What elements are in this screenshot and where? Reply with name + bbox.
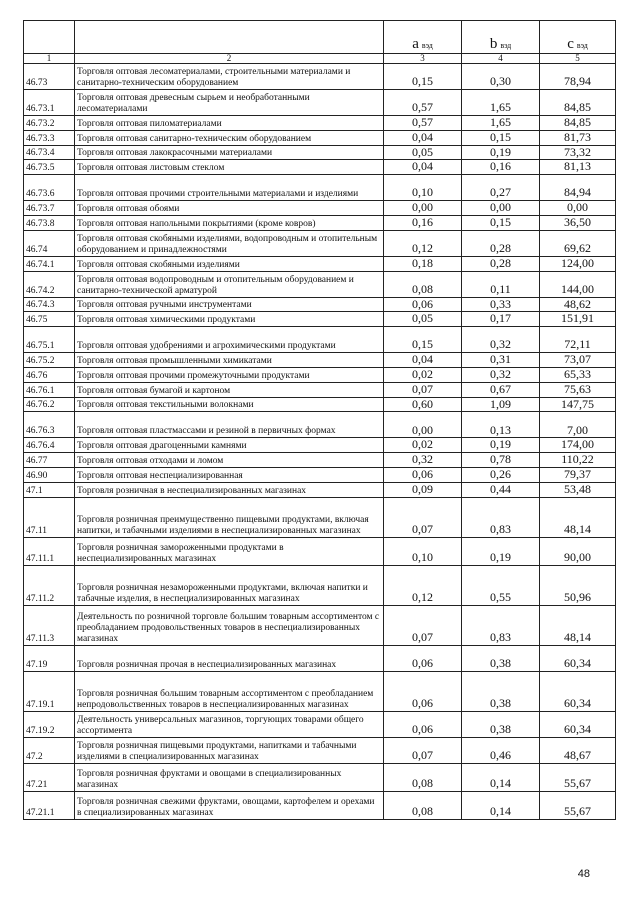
row-value-a: 0,09 (384, 482, 462, 497)
row-name: Торговля оптовая скобяными изделиями (75, 256, 384, 271)
table-row (24, 537, 616, 565)
row-value-c: 60,34 (540, 645, 616, 671)
row-value-c: 55,67 (540, 763, 616, 791)
column-number: 5 (540, 54, 616, 64)
row-value-c: 60,34 (540, 671, 616, 711)
row-code: 47.11 (24, 497, 75, 537)
row-name: Торговля розничная свежими фруктами, овощами, картофелем и орехами в специализированных магазинах (75, 791, 384, 819)
row-value-a: 0,05 (384, 145, 462, 160)
row-name: Торговля оптовая текстильными волокнами (75, 397, 384, 412)
table-row (24, 297, 616, 312)
row-value-b: 0,13 (462, 412, 540, 438)
row-value-a: 0,05 (384, 312, 462, 327)
row-value-c: 65,33 (540, 367, 616, 382)
row-value-a: 0,08 (384, 271, 462, 297)
row-code: 46.73.3 (24, 130, 75, 145)
header-code (24, 21, 75, 54)
row-value-c: 7,00 (540, 412, 616, 438)
row-value-c: 75,63 (540, 382, 616, 397)
header-b: b вэд (462, 21, 540, 54)
row-code: 46.90 (24, 467, 75, 482)
row-value-a: 0,07 (384, 497, 462, 537)
row-code: 46.76.1 (24, 382, 75, 397)
row-value-b: 0,83 (462, 605, 540, 645)
column-number: 2 (75, 54, 384, 64)
row-value-c: 50,96 (540, 565, 616, 605)
table-row (24, 565, 616, 605)
column-number-row (24, 54, 616, 64)
row-value-b: 0,32 (462, 327, 540, 353)
row-value-b: 0,38 (462, 711, 540, 737)
row-name: Торговля оптовая прочими строительными материалами и изделиями (75, 175, 384, 201)
row-value-b: 0,31 (462, 353, 540, 368)
row-code: 46.76.3 (24, 412, 75, 438)
row-value-a: 0,02 (384, 367, 462, 382)
table-row (24, 438, 616, 453)
row-value-a: 0,10 (384, 537, 462, 565)
header-row (24, 21, 616, 54)
table-row (24, 215, 616, 230)
row-value-b: 0,15 (462, 130, 540, 145)
row-name: Торговля оптовая драгоценными камнями (75, 438, 384, 453)
row-value-a: 0,12 (384, 565, 462, 605)
row-code: 46.73.8 (24, 215, 75, 230)
row-value-a: 0,00 (384, 412, 462, 438)
header-name (75, 21, 384, 54)
row-value-b: 0,19 (462, 145, 540, 160)
row-name: Деятельность по розничной торговле большим товарным ассортиментом с преобладанием продовольственных товаров в неспециализированных магазинах (75, 605, 384, 645)
row-value-c: 69,62 (540, 230, 616, 256)
row-code: 46.73.4 (24, 145, 75, 160)
row-value-c: 84,85 (540, 116, 616, 131)
table-row (24, 497, 616, 537)
row-code: 46.76 (24, 367, 75, 382)
row-name: Торговля розничная преимущественно пищевыми продуктами, включая напитки, и табачными изделиями в неспециализированных магазинах (75, 497, 384, 537)
row-name: Торговля розничная пищевыми продуктами, напитками и табачными изделиями в специализированных магазинах (75, 737, 384, 763)
row-value-c: 73,07 (540, 353, 616, 368)
row-value-a: 0,08 (384, 791, 462, 819)
row-value-c: 79,37 (540, 467, 616, 482)
row-value-c: 110,22 (540, 453, 616, 468)
row-name: Деятельность универсальных магазинов, торгующих товарами общего ассортимента (75, 711, 384, 737)
row-name: Торговля оптовая листовым стеклом (75, 160, 384, 175)
row-value-c: 48,14 (540, 605, 616, 645)
row-value-b: 0,26 (462, 467, 540, 482)
row-value-a: 0,07 (384, 605, 462, 645)
row-code: 46.74 (24, 230, 75, 256)
row-value-b: 0,28 (462, 230, 540, 256)
row-value-a: 0,06 (384, 711, 462, 737)
row-value-a: 0,10 (384, 175, 462, 201)
row-code: 46.77 (24, 453, 75, 468)
row-value-c: 90,00 (540, 537, 616, 565)
row-name: Торговля оптовая бумагой и картоном (75, 382, 384, 397)
row-value-a: 0,00 (384, 201, 462, 216)
row-value-c: 36,50 (540, 215, 616, 230)
row-value-a: 0,04 (384, 130, 462, 145)
row-code: 46.74.3 (24, 297, 75, 312)
column-number: 4 (462, 54, 540, 64)
row-value-b: 1,09 (462, 397, 540, 412)
row-code: 47.2 (24, 737, 75, 763)
table-row (24, 763, 616, 791)
table-row (24, 160, 616, 175)
table-row (24, 453, 616, 468)
row-name: Торговля оптовая напольными покрытиями (кроме ковров) (75, 215, 384, 230)
table-row (24, 64, 616, 90)
row-value-b: 0,38 (462, 645, 540, 671)
table-row (24, 145, 616, 160)
row-value-b: 0,00 (462, 201, 540, 216)
table-row (24, 382, 616, 397)
row-name: Торговля оптовая пиломатериалами (75, 116, 384, 131)
row-name: Торговля розничная незамороженными продуктами, включая напитки и табачные изделия, в неспециализированных магазинах (75, 565, 384, 605)
row-code: 46.73.7 (24, 201, 75, 216)
row-name: Торговля оптовая отходами и ломом (75, 453, 384, 468)
row-name: Торговля оптовая древесным сырьем и необработанными лесоматериалами (75, 90, 384, 116)
table-row (24, 201, 616, 216)
row-value-a: 0,04 (384, 353, 462, 368)
row-name: Торговля розничная фруктами и овощами в специализированных магазинах (75, 763, 384, 791)
row-value-c: 174,00 (540, 438, 616, 453)
row-value-b: 0,19 (462, 438, 540, 453)
table-row (24, 671, 616, 711)
row-value-b: 0,44 (462, 482, 540, 497)
row-value-c: 81,13 (540, 160, 616, 175)
row-code: 46.75.2 (24, 353, 75, 368)
row-value-c: 53,48 (540, 482, 616, 497)
row-name: Торговля оптовая лесоматериалами, строительными материалами и санитарно-техническим оборудованием (75, 64, 384, 90)
row-code: 47.11.3 (24, 605, 75, 645)
row-value-a: 0,32 (384, 453, 462, 468)
row-name: Торговля оптовая санитарно-техническим оборудованием (75, 130, 384, 145)
row-name: Торговля оптовая лакокрасочными материалами (75, 145, 384, 160)
table-row (24, 791, 616, 819)
row-code: 47.1 (24, 482, 75, 497)
row-value-a: 0,16 (384, 215, 462, 230)
row-value-a: 0,57 (384, 116, 462, 131)
row-value-a: 0,06 (384, 297, 462, 312)
table-row (24, 90, 616, 116)
table-row (24, 605, 616, 645)
row-value-b: 0,32 (462, 367, 540, 382)
row-value-c: 48,14 (540, 497, 616, 537)
row-code: 46.74.2 (24, 271, 75, 297)
row-value-c: 73,32 (540, 145, 616, 160)
row-code: 46.73.5 (24, 160, 75, 175)
row-value-b: 0,83 (462, 497, 540, 537)
table-row (24, 327, 616, 353)
row-code: 46.74.1 (24, 256, 75, 271)
row-value-b: 1,65 (462, 116, 540, 131)
row-value-a: 0,06 (384, 467, 462, 482)
row-code: 47.21.1 (24, 791, 75, 819)
row-value-c: 0,00 (540, 201, 616, 216)
row-value-b: 0,38 (462, 671, 540, 711)
row-value-c: 72,11 (540, 327, 616, 353)
row-value-a: 0,06 (384, 645, 462, 671)
table-row (24, 467, 616, 482)
row-name: Торговля розничная замороженными продуктами в неспециализированных магазинах (75, 537, 384, 565)
table-row (24, 397, 616, 412)
table-row (24, 367, 616, 382)
row-value-b: 0,67 (462, 382, 540, 397)
row-name: Торговля оптовая химическими продуктами (75, 312, 384, 327)
row-value-c: 124,00 (540, 256, 616, 271)
row-code: 47.19.2 (24, 711, 75, 737)
row-value-c: 84,94 (540, 175, 616, 201)
row-value-c: 144,00 (540, 271, 616, 297)
table-row (24, 412, 616, 438)
row-name: Торговля оптовая обоями (75, 201, 384, 216)
coefficients-table (23, 20, 616, 820)
row-value-a: 0,08 (384, 763, 462, 791)
table-row (24, 711, 616, 737)
row-name: Торговля оптовая прочими промежуточными продуктами (75, 367, 384, 382)
row-name: Торговля оптовая скобяными изделиями, водопроводным и отопительным оборудованием и принадлежностями (75, 230, 384, 256)
row-name: Торговля оптовая пластмассами и резиной в первичных формах (75, 412, 384, 438)
row-code: 46.76.4 (24, 438, 75, 453)
table-row (24, 645, 616, 671)
table-row (24, 312, 616, 327)
row-value-b: 0,33 (462, 297, 540, 312)
row-value-c: 60,34 (540, 711, 616, 737)
table-body (24, 64, 616, 820)
row-value-b: 0,15 (462, 215, 540, 230)
row-name: Торговля оптовая удобрениями и агрохимическими продуктами (75, 327, 384, 353)
row-value-b: 0,19 (462, 537, 540, 565)
row-value-b: 0,28 (462, 256, 540, 271)
header-a: a вэд (384, 21, 462, 54)
row-value-c: 55,67 (540, 791, 616, 819)
table-row (24, 271, 616, 297)
row-code: 47.11.2 (24, 565, 75, 605)
row-value-b: 0,14 (462, 791, 540, 819)
column-number: 1 (24, 54, 75, 64)
row-value-b: 0,27 (462, 175, 540, 201)
row-value-b: 0,55 (462, 565, 540, 605)
row-value-c: 48,62 (540, 297, 616, 312)
row-code: 47.11.1 (24, 537, 75, 565)
row-value-b: 0,11 (462, 271, 540, 297)
row-value-b: 0,78 (462, 453, 540, 468)
row-code: 46.76.2 (24, 397, 75, 412)
row-code: 46.73.6 (24, 175, 75, 201)
table-row (24, 230, 616, 256)
table-row (24, 130, 616, 145)
row-value-c: 147,75 (540, 397, 616, 412)
table-row (24, 737, 616, 763)
row-name: Торговля розничная большим товарным ассортиментом с преобладанием непродовольственных товаров в неспециализированных магазинах (75, 671, 384, 711)
row-value-c: 48,67 (540, 737, 616, 763)
row-name: Торговля розничная в неспециализированных магазинах (75, 482, 384, 497)
row-value-b: 0,30 (462, 64, 540, 90)
row-name: Торговля розничная прочая в неспециализированных магазинах (75, 645, 384, 671)
row-value-a: 0,07 (384, 737, 462, 763)
row-code: 46.73.1 (24, 90, 75, 116)
row-value-c: 81,73 (540, 130, 616, 145)
row-value-a: 0,07 (384, 382, 462, 397)
table-row (24, 353, 616, 368)
column-number: 3 (384, 54, 462, 64)
row-value-a: 0,02 (384, 438, 462, 453)
row-value-a: 0,15 (384, 64, 462, 90)
row-value-b: 0,14 (462, 763, 540, 791)
row-code: 47.19 (24, 645, 75, 671)
row-value-c: 78,94 (540, 64, 616, 90)
row-code: 47.19.1 (24, 671, 75, 711)
row-name: Торговля оптовая промышленными химикатами (75, 353, 384, 368)
row-code: 46.73.2 (24, 116, 75, 131)
header-c: c вэд (540, 21, 616, 54)
row-code: 46.73 (24, 64, 75, 90)
row-name: Торговля оптовая водопроводным и отопительным оборудованием и санитарно-технической арматурой (75, 271, 384, 297)
row-value-a: 0,06 (384, 671, 462, 711)
row-name: Торговля оптовая ручными инструментами (75, 297, 384, 312)
row-value-c: 151,91 (540, 312, 616, 327)
table-row (24, 256, 616, 271)
row-value-a: 0,04 (384, 160, 462, 175)
row-value-a: 0,18 (384, 256, 462, 271)
row-code: 47.21 (24, 763, 75, 791)
row-value-b: 0,16 (462, 160, 540, 175)
row-value-b: 0,17 (462, 312, 540, 327)
row-value-b: 0,46 (462, 737, 540, 763)
page-number: 48 (577, 868, 590, 880)
table-row (24, 175, 616, 201)
row-code: 46.75 (24, 312, 75, 327)
row-value-b: 1,65 (462, 90, 540, 116)
row-code: 46.75.1 (24, 327, 75, 353)
row-name: Торговля оптовая неспециализированная (75, 467, 384, 482)
row-value-a: 0,60 (384, 397, 462, 412)
table-row (24, 482, 616, 497)
row-value-a: 0,15 (384, 327, 462, 353)
row-value-a: 0,12 (384, 230, 462, 256)
table-row (24, 116, 616, 131)
row-value-a: 0,57 (384, 90, 462, 116)
row-value-c: 84,85 (540, 90, 616, 116)
